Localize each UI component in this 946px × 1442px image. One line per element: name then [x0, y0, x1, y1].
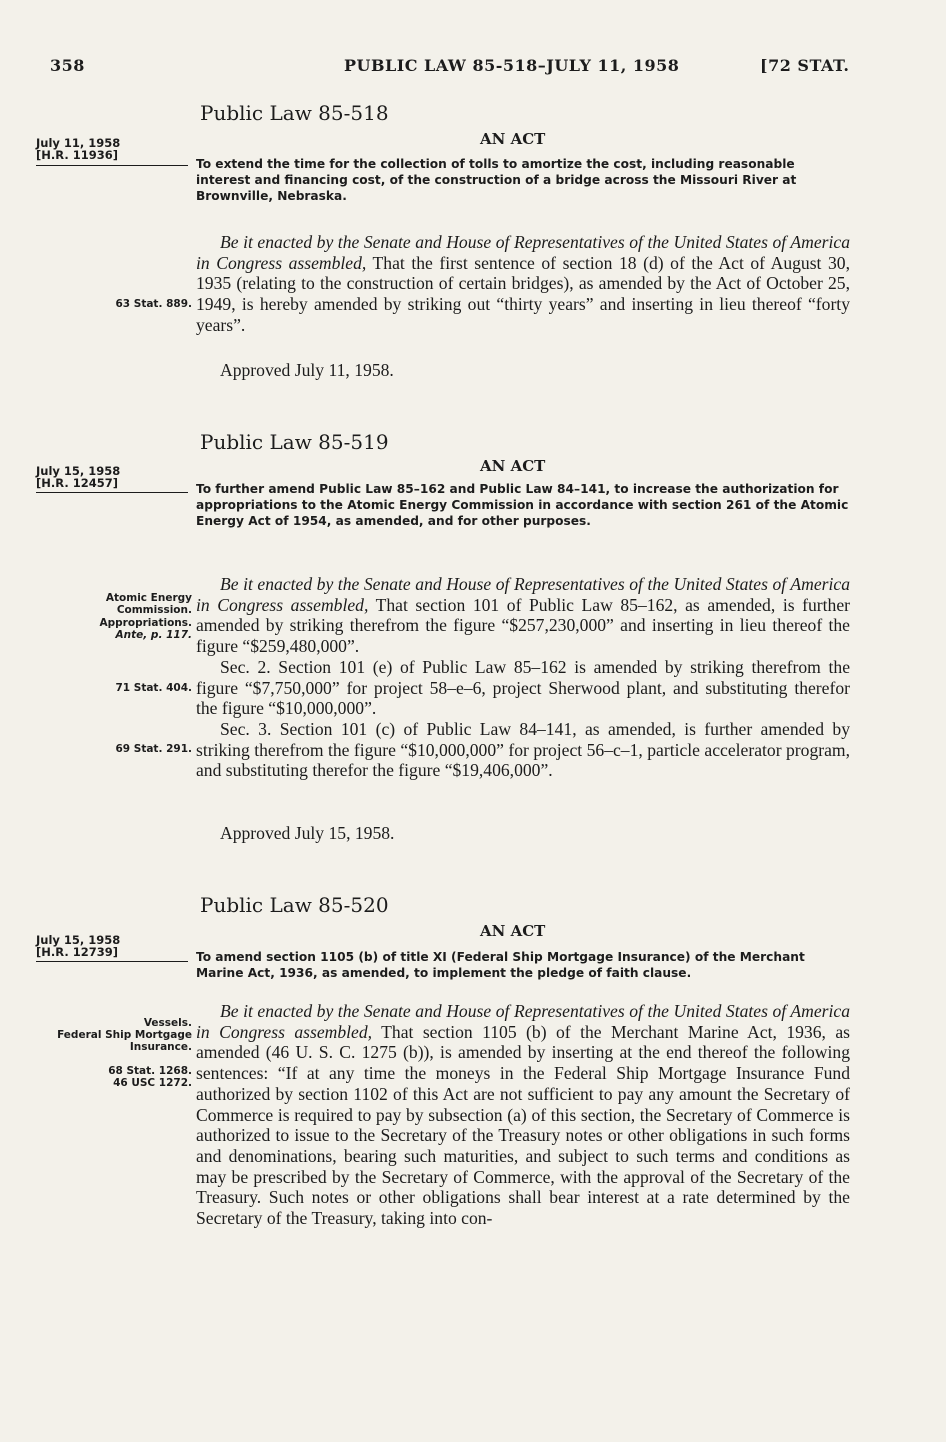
act-text: That section 1105 (b) of the Merchant Marine Act, 1936, as amended (46 U. S. C. 1275 (b)), is amended by inserting at the end thereof the following sentences: “If at any time the moneys in the Federal Ship Mortgage Insurance Fund authorized by section 1102 of this Act are not sufficient to pay any amount the Secretary of Commerce is required to pay by subsection (a) of this section, the Secretary of Commerce is authorized to issue to the Secretary of the Treasury notes or other obligations in such forms and denominations, bearing such maturities, and subject to such terms and conditions as may be prescribed by the Secretary of Commerce, with the approval of the Secretary of the Treasury. Such notes or other obligations shall bear interest at a rate determined by the Secretary of the Treasury, taking into con-: [196, 1021, 850, 1229]
margin-citation: 68 Stat. 1268.: [108, 1065, 192, 1077]
act-text: That the first sentence of section 18 (d) of the Act of August 30, 1935 (relating to the construction of certain bridges), as amended by the Act of October 25, 1949, is hereby amended by striking out “thirty years” and inserting in lieu thereof “forty years”.: [196, 252, 850, 335]
law-title: Public Law 85-519: [200, 430, 389, 454]
margin-subject: Appropriations.: [99, 617, 192, 629]
law-date: July 15, 1958: [36, 933, 121, 947]
law-date: July 11, 1958: [36, 136, 121, 150]
an-act-heading: AN ACT: [480, 130, 546, 148]
law-date: July 15, 1958: [36, 464, 121, 478]
act-body: [196, 574, 850, 781]
an-act-heading: AN ACT: [480, 457, 546, 475]
margin-citation: 69 Stat. 291.: [115, 743, 192, 755]
approved-line: Approved July 15, 1958.: [220, 823, 395, 843]
act-description: To further amend Public Law 85–162 and Public Law 84–141, to increase the authorization for appropriations to the Atomic Energy Commission in accordance with section 261 of the Atomic Energy Act of 1954, as amended, and for other purposes.: [196, 482, 849, 528]
enacting-clause: Be it enacted by the Senate and House of Representatives of the United States of America in Congress assembled,: [196, 1001, 850, 1042]
an-act-heading: AN ACT: [480, 922, 546, 940]
running-title: PUBLIC LAW 85-518–JULY 11, 1958: [344, 56, 680, 75]
act-description: To amend section 1105 (b) of title XI (Federal Ship Mortgage Insurance) of the Merchant Marine Act, 1936, as amended, to implement the pledge of faith clause.: [196, 950, 805, 980]
margin-subject: Atomic Energy Commission.: [105, 592, 192, 616]
margin-citation: 63 Stat. 889.: [115, 298, 192, 310]
act-description: To extend the time for the collection of tolls to amortize the cost, including reasonable interest and financing cost, of the construction of a bridge across the Missouri River at Brownville, Nebraska.: [196, 157, 797, 203]
margin-citation: 71 Stat. 404.: [115, 682, 192, 694]
bill-number: [H.R. 12457]: [36, 476, 118, 490]
act-body: [196, 1001, 850, 1229]
approved-line: Approved July 11, 1958.: [220, 360, 394, 380]
divider: [36, 961, 188, 962]
act-text: That section 101 of Public Law 85–162, as amended, is further amended by striking therefrom the figure “$257,230,000” and inserting in lieu thereof the figure “$259,480,000”.: [196, 594, 850, 657]
margin-citation: 46 USC 1272.: [113, 1077, 192, 1089]
section-3: Sec. 3. Section 101 (c) of Public Law 84–141, as amended, is further amended by striking therefrom the figure “$10,000,000” for project 56–c–1, particle accelerator program, and substituting therefor the figure “$19,406,000”.: [196, 718, 850, 781]
margin-subject: Federal Ship Mortgage Insurance.: [57, 1029, 192, 1053]
divider: [36, 165, 188, 166]
enacting-clause: Be it enacted by the Senate and House of Representatives of the United States of America in Congress assembled,: [196, 574, 850, 615]
margin-citation: Ante, p. 117.: [115, 629, 192, 641]
bill-number: [H.R. 12739]: [36, 945, 118, 959]
bill-number: [H.R. 11936]: [36, 148, 118, 162]
act-body: [196, 232, 850, 336]
page-number: 358: [50, 56, 85, 75]
divider: [36, 492, 188, 493]
margin-subject: Vessels.: [143, 1017, 192, 1029]
volume-ref: [72 STAT.: [760, 56, 850, 75]
law-title: Public Law 85-520: [200, 893, 389, 917]
section-2: Sec. 2. Section 101 (e) of Public Law 85–162 is amended by striking therefrom the figure “$7,750,000” for project 58–e–6, project Sherwood plant, and substituting therefor the figure “$10,000,000”.: [196, 656, 850, 719]
law-title: Public Law 85-518: [200, 101, 389, 125]
enacting-clause: Be it enacted by the Senate and House of Representatives of the United States of America in Congress assembled,: [196, 232, 850, 273]
